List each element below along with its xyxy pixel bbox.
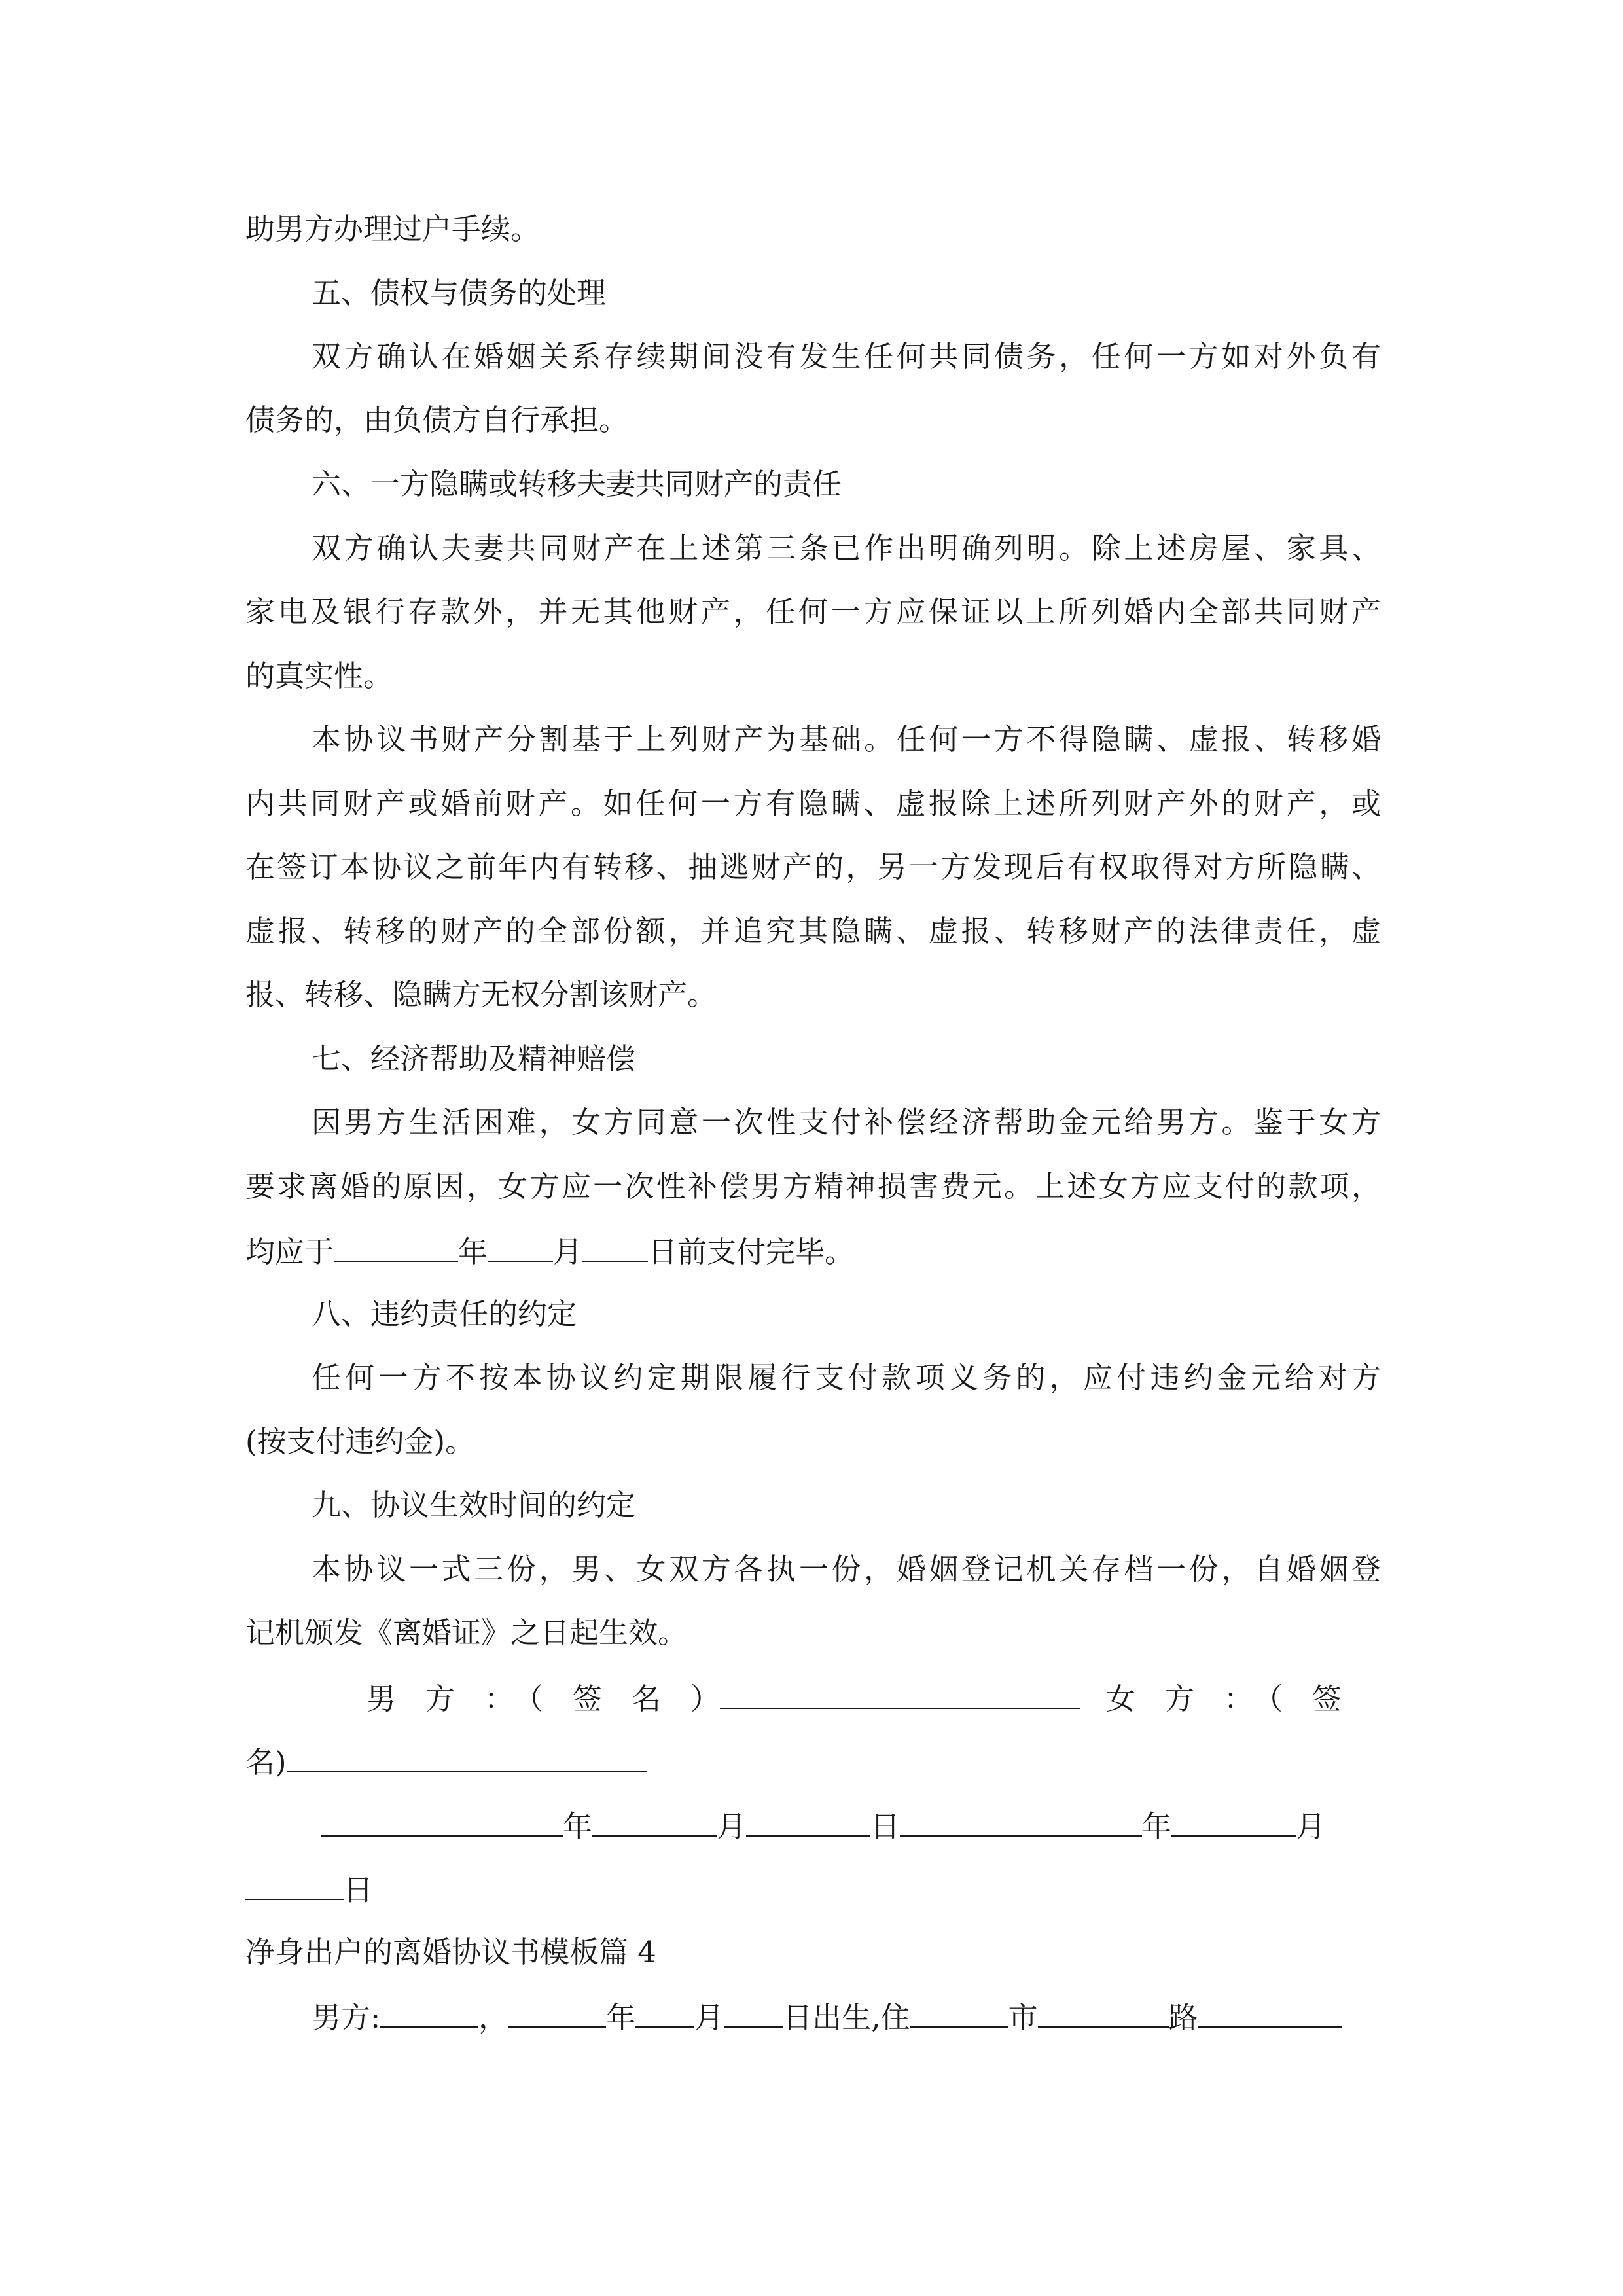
paragraph-line: 因男方生活困难，女方同意一次性支付补偿经济帮助金元给男方。鉴于女方 xyxy=(312,1105,1381,1139)
signature-line-cont xyxy=(245,1741,1381,1780)
signature-line xyxy=(366,1677,1381,1717)
birth-month-blank[interactable] xyxy=(635,1996,694,2028)
payment-deadline-line xyxy=(245,1230,1381,1270)
year-label: 年 xyxy=(458,1234,488,1269)
day-label: 日前支付完毕。 xyxy=(648,1234,855,1269)
paragraph-line: 在签订本协议之前年内有转移、抽逃财产的，另一方发现后有权取得对方所隐瞒、 xyxy=(245,850,1381,884)
paragraph-line: 本协议一式三份，男、女双方各执一份，婚姻登记机关存档一份，自婚姻登 xyxy=(312,1552,1381,1587)
month-label: 月 xyxy=(553,1234,583,1269)
comma: ， xyxy=(478,2000,508,2035)
birth-year-label: 年 xyxy=(606,2000,636,2035)
born-label: 日出生,住 xyxy=(783,2000,910,2035)
paragraph-line: 虚报、转移的财产的全部份额，并追究其隐瞒、虚报、转移财产的法律责任，虚 xyxy=(245,914,1381,948)
birth-year-blank[interactable] xyxy=(508,1996,606,2028)
female-day-label: 日 xyxy=(344,1873,374,1907)
paragraph-line: 助男方办理过户手续。 xyxy=(245,211,541,246)
male-year-label: 年 xyxy=(563,1809,593,1844)
female-year-label: 年 xyxy=(1142,1809,1172,1844)
male-day-blank[interactable] xyxy=(746,1805,870,1837)
birth-month-label: 月 xyxy=(694,2000,724,2035)
male-month-blank[interactable] xyxy=(592,1805,717,1837)
paragraph-line: 要求离婚的原因，女方应一次性补偿男方精神损害费元。上述女方应支付的款项， xyxy=(245,1169,1381,1204)
male-prefix: 男方: xyxy=(312,2000,381,2035)
month-blank[interactable] xyxy=(488,1230,553,1262)
address-blank[interactable] xyxy=(1198,1996,1342,2028)
male-name-blank[interactable] xyxy=(380,1996,478,2028)
male-month-label: 月 xyxy=(717,1809,747,1844)
paragraph-line: 记机颁发《离婚证》之日起生效。 xyxy=(245,1615,688,1650)
female-day-blank[interactable] xyxy=(245,1869,344,1900)
birth-day-blank[interactable] xyxy=(724,1996,783,2028)
paragraph-line: 内共同财产或婚前财产。如任何一方有隐瞒、虚报除上述所列财产外的财产，或 xyxy=(245,786,1381,821)
section-title: 净身出户的离婚协议书模板篇 4 xyxy=(245,1935,656,1969)
section-heading-8: 八、违约责任的约定 xyxy=(312,1297,577,1331)
section-heading-5: 五、债权与债务的处理 xyxy=(312,276,607,310)
signature-date-line xyxy=(321,1805,1381,1844)
female-signature-label: 女 方 ： （ 签 xyxy=(1106,1681,1342,1716)
paragraph-line: (按支付违约金)。 xyxy=(245,1424,475,1459)
payment-deadline-prefix: 均应于 xyxy=(245,1234,334,1269)
female-month-blank[interactable] xyxy=(1171,1805,1296,1837)
female-year-blank[interactable] xyxy=(900,1805,1142,1837)
paragraph-line: 家电及银行存款外，并无其他财产，任何一方应保证以上所列婚内全部共同财产 xyxy=(245,594,1381,629)
paragraph-line: 债务的，由负债方自行承担。 xyxy=(245,403,629,437)
road-blank[interactable] xyxy=(1038,1996,1169,2028)
paragraph-line: 双方确认夫妻共同财产在上述第三条已作出明确列明。除上述房屋、家具、 xyxy=(312,531,1381,565)
male-year-blank[interactable] xyxy=(321,1805,563,1837)
paragraph-line: 的真实性。 xyxy=(245,658,393,693)
female-signature-label-cont: 名) xyxy=(245,1745,287,1780)
paragraph-line: 报、转移、隐瞒方无权分割该财产。 xyxy=(245,977,717,1012)
female-month-label: 月 xyxy=(1296,1809,1326,1844)
paragraph-line: 双方确认在婚姻关系存续期间没有发生任何共同债务，任何一方如对外负有 xyxy=(312,339,1381,374)
male-day-label: 日 xyxy=(870,1809,901,1844)
male-signature-label: 男 方 ： （ 签 名 ） xyxy=(366,1681,721,1716)
year-blank[interactable] xyxy=(334,1230,458,1262)
paragraph-line: 任何一方不按本协议约定期限履行支付款项义务的，应付违约金元给对方 xyxy=(312,1360,1381,1395)
city-blank[interactable] xyxy=(910,1996,1008,2028)
paragraph-line: 本协议书财产分割基于上列财产为基础。任何一方不得隐瞒、虚报、转移婚 xyxy=(312,722,1381,757)
male-info-line xyxy=(312,1996,1381,2036)
male-signature-blank[interactable] xyxy=(720,1677,1080,1709)
section-heading-9: 九、协议生效时间的约定 xyxy=(312,1488,636,1522)
section-heading-6: 六、一方隐瞒或转移夫妻共同财产的责任 xyxy=(312,467,842,501)
day-blank[interactable] xyxy=(582,1230,648,1262)
section-heading-7: 七、经济帮助及精神赔偿 xyxy=(312,1041,636,1076)
female-signature-blank[interactable] xyxy=(287,1741,647,1772)
city-label: 市 xyxy=(1008,2000,1038,2035)
signature-date-line-cont xyxy=(245,1869,1381,1908)
road-label: 路 xyxy=(1168,2000,1198,2035)
